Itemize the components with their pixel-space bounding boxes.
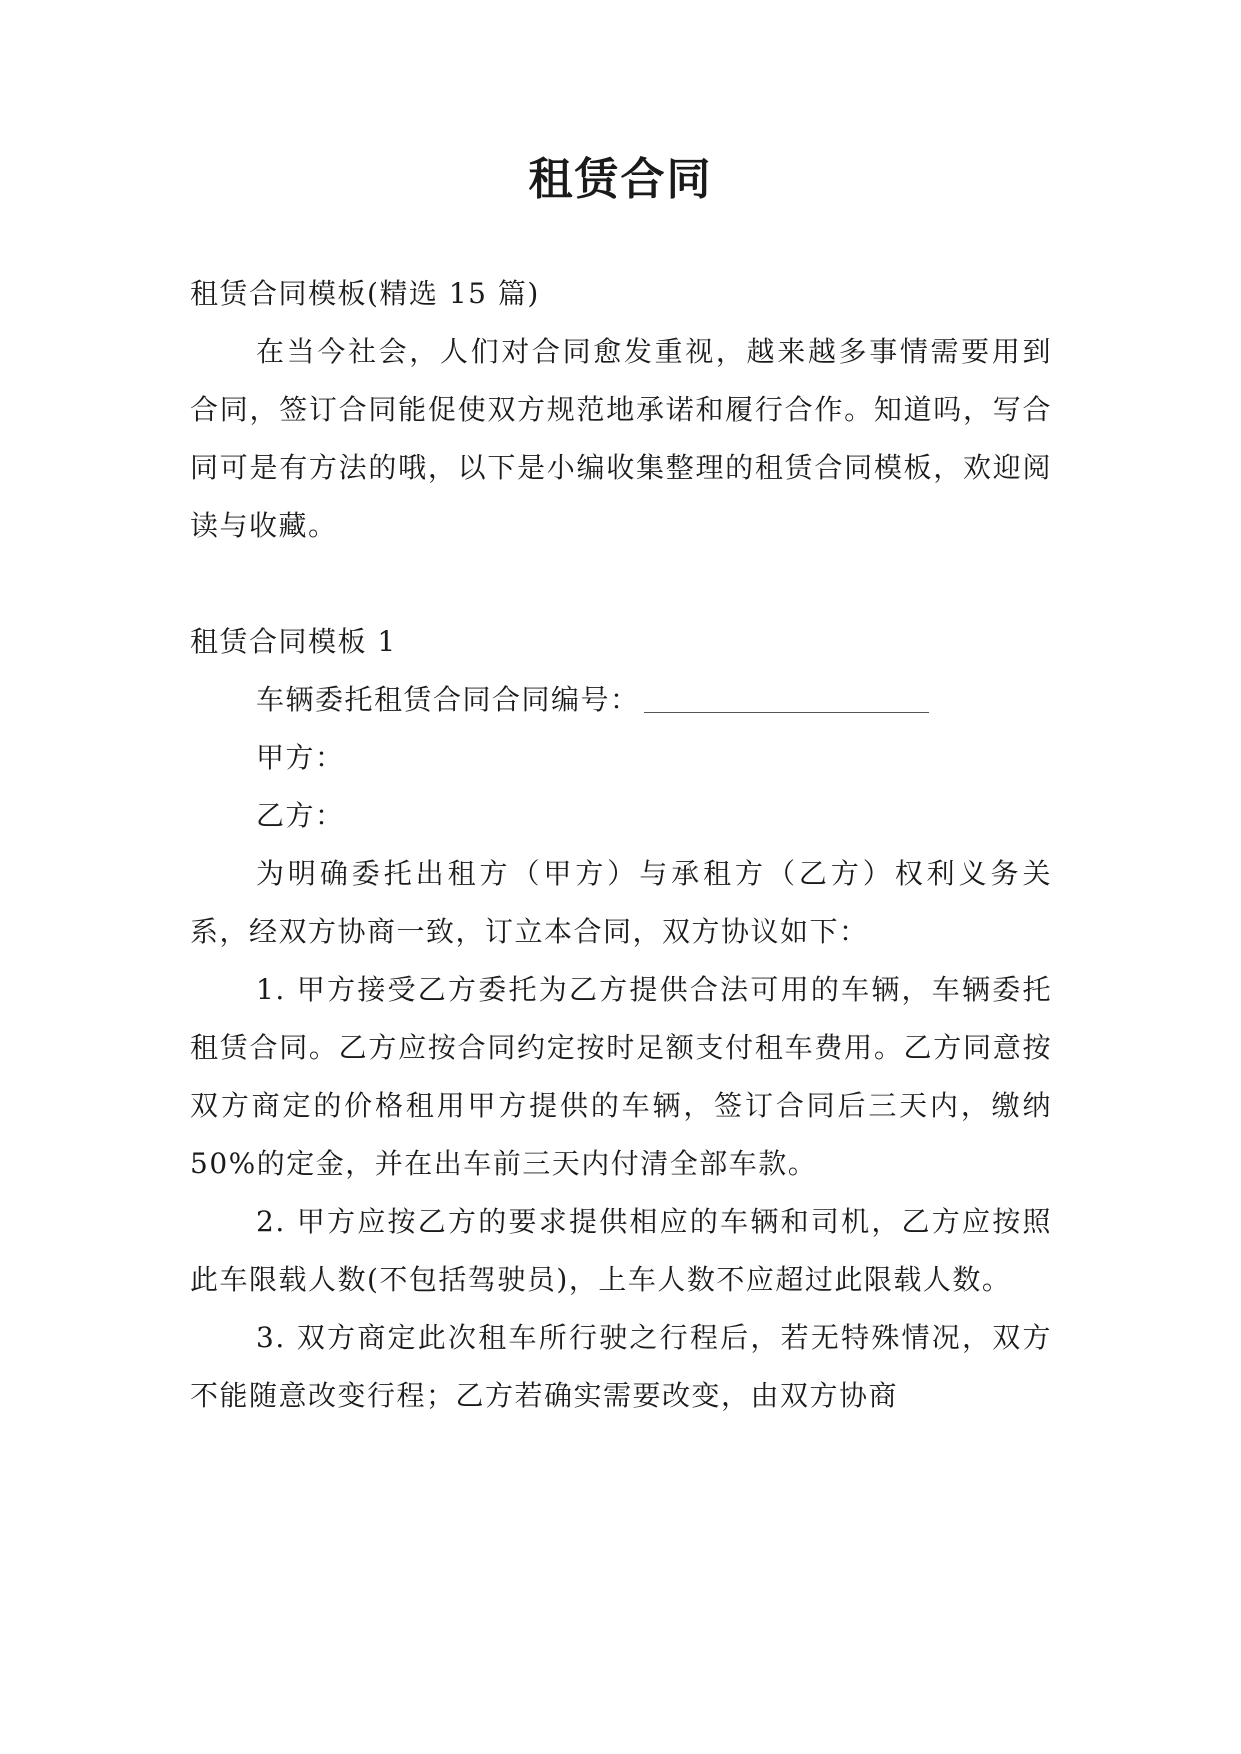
section-heading: 租赁合同模板 1 (190, 625, 397, 658)
contract-number-line (190, 671, 1052, 729)
document-body (190, 265, 1052, 1425)
document-title: 租赁合同 (528, 154, 713, 205)
clause-1: 1. 甲方接受乙方委托为乙方提供合法可用的车辆，车辆委托租赁合同。乙方应按合同约定按时足额支付租车费用。乙方同意按双方商定的价格租用甲方提供的车辆，签订合同后三天内，缴纳 50%的定金，并在出车前三天内付清全部车款。 (190, 973, 1052, 1180)
contract-number-label: 车辆委托租赁合同合同编号： (256, 683, 640, 716)
intro-paragraph: 在当今社会，人们对合同愈发重视，越来越多事情需要用到合同，签订合同能促使双方规范地承诺和履行合作。知道吗，写合同可是有方法的哦，以下是小编收集整理的租赁合同模板，欢迎阅读与收藏。 (190, 335, 1052, 542)
contract-number-blank (644, 684, 929, 713)
clause-2: 2. 甲方应按乙方的要求提供相应的车辆和司机，乙方应按照此车限载人数(不包括驾驶员)，上车人数不应超过此限载人数。 (190, 1205, 1052, 1296)
paragraph-gap (190, 555, 1052, 613)
clause-3: 3. 双方商定此次租车所行驶之行程后，若无特殊情况，双方不能随意改变行程；乙方若确实需要改变，由双方协商 (190, 1321, 1052, 1412)
document-subtitle: 租赁合同模板(精选 15 篇) (190, 277, 540, 310)
party-b-label: 乙方： (256, 799, 345, 832)
preamble-paragraph: 为明确委托出租方（甲方）与承租方（乙方）权利义务关系，经双方协商一致，订立本合同，双方协议如下： (190, 857, 1052, 948)
party-a-label: 甲方： (256, 741, 345, 774)
